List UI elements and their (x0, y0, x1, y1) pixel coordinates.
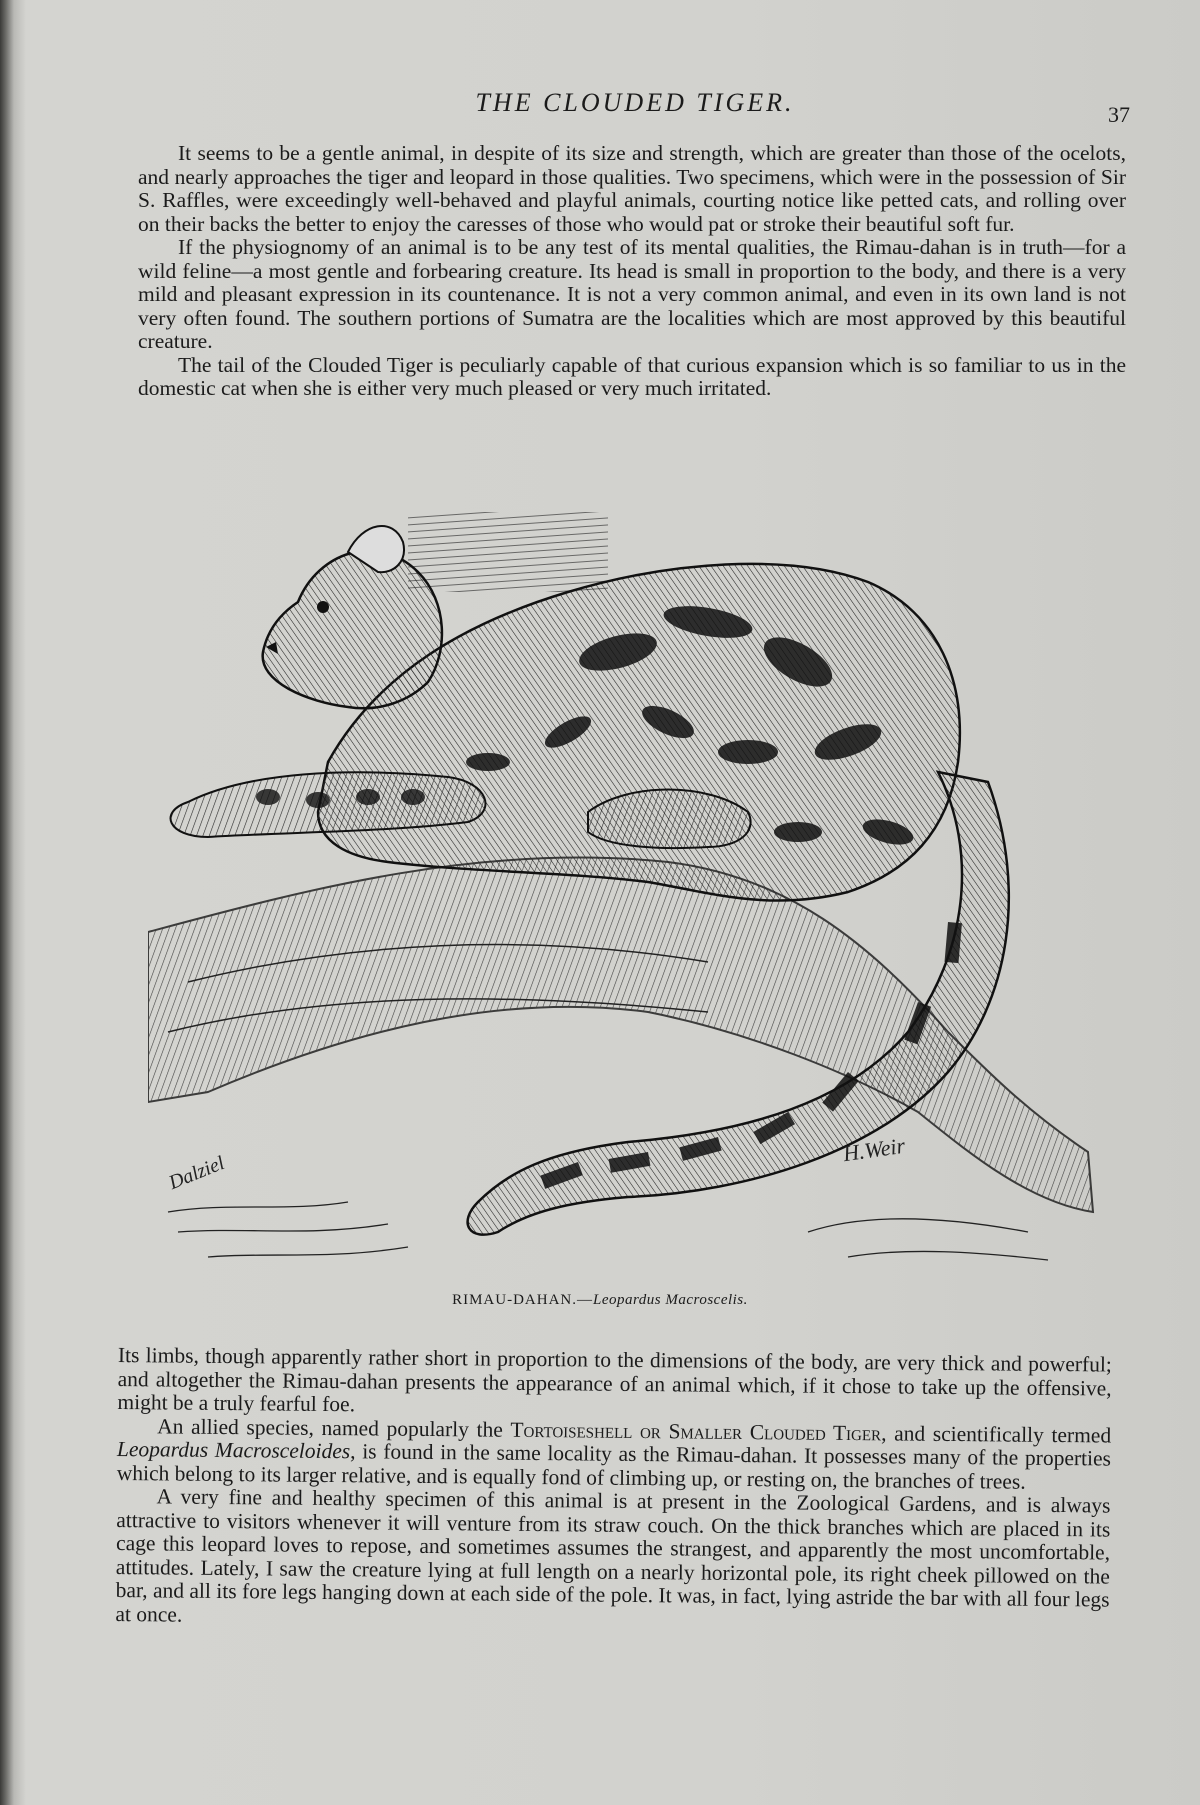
page-number: 37 (1108, 102, 1130, 127)
page-header (140, 88, 1130, 128)
engraving-illustration (148, 512, 1098, 1282)
paragraph (117, 1414, 1112, 1494)
caption-scientific-name: Leopardus Macroscelis. (593, 1292, 748, 1308)
signature-right: H.Weir (841, 1132, 907, 1167)
paragraph: If the physiognomy of an animal is to be any test of its mental qualities, the Rimau-dahan is in truth—for a wild feline—a most gentle and forbearing creature. Its head is small in proportion to the body, and there is a very mild and pleasant expression in its countenance. It is not a very common animal, and even in its own land is not very often found. The southern portions of Sumatra are the localities which are most approved by this beautiful creature. (138, 235, 1126, 353)
caption-name: RIMAU-DAHAN.— (452, 1292, 594, 1308)
figure-caption (0, 1292, 1200, 1309)
text-run: , and scientifically termed (881, 1420, 1112, 1448)
text-run: , is found in the same locality as the Rimau-dahan. It possesses many of the properties which belong to its larger relative, and is equally fond of climbing up, or resting on, the branches of trees. (116, 1439, 1112, 1494)
species-scientific-name: Leopardus Macrosceloides (116, 1436, 351, 1464)
running-title: THE CLOUDED TIGER. (475, 88, 795, 117)
text-run: An allied species, named popularly the (157, 1413, 511, 1442)
upper-text-block (138, 142, 1126, 401)
species-name-smallcaps: Tortoiseshell or Smaller Clouded Tiger (510, 1417, 882, 1445)
paragraph: Its limbs, though apparently rather short in proportion to the dimensions of the body, are very thick and powerful; and altogether the Rimau-dahan presents the appearance of an animal which, if it chose to take up the offensive, might be a truly fearful foe. (117, 1343, 1112, 1417)
cat-head (263, 551, 442, 709)
signature-left: Dalziel (165, 1152, 228, 1195)
cat-eye (317, 601, 329, 613)
paragraph: A very fine and healthy specimen of this animal is at present in the Zoological Gardens, and is always attractive to visitors whenever it will venture from its straw couch. On the thick branches which are placed in its cage this leopard loves to repose, and sometimes assumes the strangest, and apparently the most uncomfortable, attitudes. Lately, I saw the creature lying at full length on a nearly horizontal pole, its right cheek pillowed on the bar, and all its fore legs hanging down at each side of the pole. It was, in fact, lying astride the bar with all four legs at once. (115, 1484, 1111, 1627)
paragraph: It seems to be a gentle animal, in despite of its size and strength, which are greater than those of the ocelots, and nearly approaches the tiger and leopard in those qualities. Two specimens, which were in the possession of Sir S. Raffles, were exceedingly well-behaved and playful animals, courting notice like petted cats, and rolling over on their backs the better to enjoy the caresses of those who would pat or stroke their beautiful soft fur. (138, 141, 1126, 236)
clouded-tiger-engraving (148, 512, 1098, 1282)
lower-text-block (115, 1344, 1112, 1636)
paragraph: The tail of the Clouded Tiger is peculiarly capable of that curious expansion which is so familiar to us in the domestic cat when she is either very much pleased or very much irritated. (138, 352, 1126, 400)
sky-hatching (408, 512, 608, 592)
